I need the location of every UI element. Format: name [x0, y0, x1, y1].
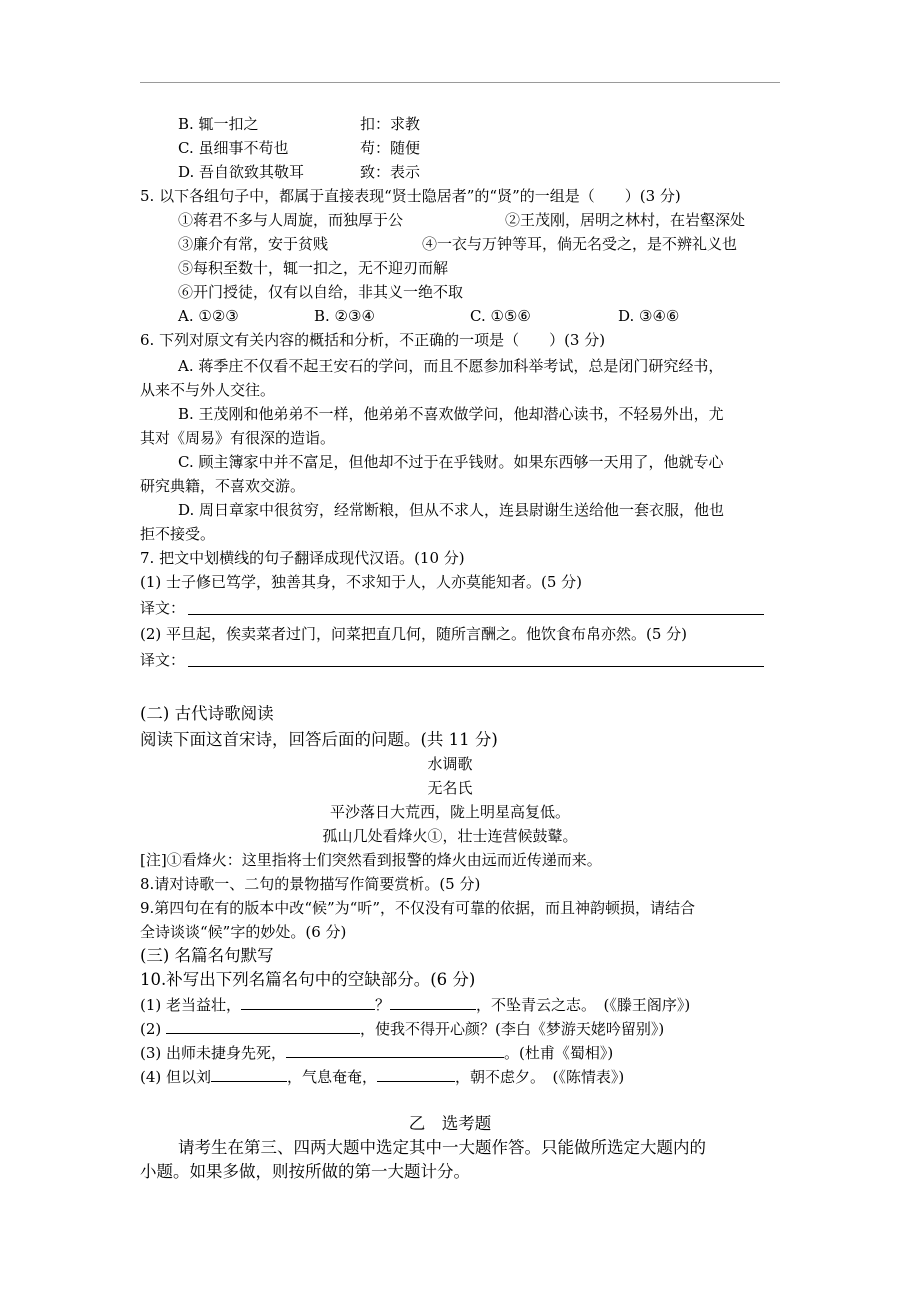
q7-sentence-2: (2) 平旦起，俟卖菜者过门，问菜把直几何，随所言酬之。他饮食布帛亦然。(5 分)	[140, 625, 688, 643]
elective-title: 乙 选考题	[408, 1114, 492, 1133]
q4-option-d: D. 吾自欲致其敬耳	[178, 163, 305, 181]
q6-stem: 6. 下列对原文有关内容的概括和分析，不正确的一项是（ ）(3 分)	[140, 331, 606, 349]
q7-answer-label-2: 译文：	[140, 651, 186, 669]
dictation-section-title: (三) 名篇名句默写	[140, 946, 274, 965]
q10-blank-5[interactable]	[211, 1066, 287, 1082]
q7-answer-line-1[interactable]	[188, 614, 764, 615]
q10-stem: 10.补写出下列名篇名句中的空缺部分。(6 分)	[140, 970, 476, 989]
q10-line-2-b: ，使我不得开心颜？(李白《梦游天姥吟留别》)	[360, 1020, 665, 1038]
q10-line-4-b: ，气息奄奄，	[287, 1068, 378, 1086]
q6-option-d-cont: 拒不接受。	[140, 525, 216, 543]
q10-blank-1[interactable]	[241, 994, 375, 1010]
q5-choice-a: A. ①②③	[178, 307, 239, 325]
q7-stem: 7. 把文中划横线的句子翻译成现代汉语。(10 分)	[140, 549, 465, 567]
q4-option-c-gloss: 苟：随便	[360, 139, 421, 157]
q8-stem: 8.请对诗歌一、二句的景物描写作简要赏析。(5 分)	[140, 875, 481, 893]
q7-answer-label-1: 译文：	[140, 599, 186, 617]
q10-blank-6[interactable]	[377, 1066, 455, 1082]
q4-option-d-gloss: 致：表示	[360, 163, 421, 181]
q5-choice-d: D. ③④⑥	[618, 307, 680, 325]
q5-item-2: ②王茂刚，居明之林村，在岩壑深处	[505, 211, 746, 229]
poem-title: 水调歌	[427, 755, 473, 773]
q10-blank-2[interactable]	[390, 994, 476, 1010]
q5-item-4: ④一衣与万钟等耳，倘无名受之，是不辨礼义也	[422, 235, 738, 253]
q10-line-4-a: (4) 但以刘	[140, 1068, 212, 1086]
q5-item-1: ①蒋君不多与人周旋，而独厚于公	[178, 211, 404, 229]
q10-blank-3[interactable]	[166, 1018, 360, 1034]
q6-option-a: A. 蒋季庄不仅看不起王安石的学问，而且不愿参加科举考试，总是闭门研究经书，	[178, 357, 724, 375]
q6-option-c-cont: 研究典籍，不喜欢交游。	[140, 477, 306, 495]
q5-choice-b: B. ②③④	[314, 307, 375, 325]
q9-stem-cont: 全诗谈谈“候”字的妙处。(6 分)	[140, 923, 347, 941]
header-rule	[140, 82, 780, 83]
elective-instructions-cont: 小题。如果多做，则按所做的第一大题计分。	[140, 1162, 470, 1181]
q6-option-c: C. 顾主簿家中并不富足，但他却不过于在乎钱财。如果东西够一天用了，他就专心	[178, 453, 724, 471]
q10-line-2-a: (2)	[140, 1020, 162, 1038]
q10-line-1-b: ？	[375, 996, 391, 1014]
q10-line-4-c: ，朝不虑夕。 (《陈情表》)	[455, 1068, 625, 1086]
poetry-intro: 阅读下面这首宋诗，回答后面的问题。(共 11 分)	[140, 730, 498, 749]
q10-blank-4[interactable]	[286, 1042, 504, 1058]
q10-line-1-c: ，不坠青云之志。 (《滕王阁序》)	[476, 996, 691, 1014]
q5-choice-c: C. ①⑤⑥	[470, 307, 531, 325]
q4-option-b-gloss: 扣：求教	[360, 115, 421, 133]
q6-option-d: D. 周日章家中很贫穷，经常断粮，但从不求人，连县尉谢生送给他一套衣服，他也	[178, 501, 725, 519]
q10-line-1-a: (1) 老当益壮，	[140, 996, 242, 1014]
q5-item-5: ⑤每积至数十，辄一扣之，无不迎刃而解	[178, 259, 449, 277]
q6-option-b: B. 王茂刚和他弟弟不一样，他弟弟不喜欢做学问，他却潜心读书，不轻易外出，尤	[178, 405, 724, 423]
q10-line-3-a: (3) 出师未捷身先死，	[140, 1044, 287, 1062]
q10-line-2	[140, 1018, 664, 1039]
q5-item-3: ③廉介有常，安于贫贱	[178, 235, 329, 253]
poem-note: [注]①看烽火：这里指将士们突然看到报警的烽火由远而近传递而来。	[140, 851, 602, 869]
q9-stem: 9.第四句在有的版本中改“候”为“听”，不仅没有可靠的依据，而且神韵顿损，请结合	[140, 899, 695, 917]
q4-option-b: B. 辄一扣之	[178, 115, 259, 133]
q6-option-b-cont: 其对《周易》有很深的造诣。	[140, 429, 336, 447]
q10-line-3	[140, 1042, 613, 1063]
q10-line-1	[140, 994, 690, 1015]
poem-line-2: 孤山几处看烽火①，壮士连营候鼓鼙。	[322, 827, 578, 845]
q7-answer-line-2[interactable]	[188, 666, 764, 667]
q5-item-6: ⑥开门授徒，仅有以自给，非其义一绝不取	[178, 283, 464, 301]
elective-instructions: 请考生在第三、四两大题中选定其中一大题作答。只能做所选定大题内的	[178, 1138, 706, 1157]
q10-line-3-b: 。(杜甫《蜀相》)	[504, 1044, 614, 1062]
q4-option-c: C. 虽细事不苟也	[178, 139, 289, 157]
poem-author: 无名氏	[427, 779, 473, 797]
poetry-section-title: (二) 古代诗歌阅读	[140, 704, 274, 723]
q10-line-4	[140, 1066, 624, 1087]
q5-stem: 5. 以下各组句子中，都属于直接表现“贤士隐居者”的“贤”的一组是（ ）(3 分)	[140, 187, 681, 205]
poem-line-1: 平沙落日大荒西，陇上明星高复低。	[329, 803, 570, 821]
q7-sentence-1: (1) 士子修已笃学，独善其身，不求知于人，人亦莫能知者。(5 分)	[140, 573, 583, 591]
q6-option-a-cont: 从来不与外人交往。	[140, 381, 276, 399]
